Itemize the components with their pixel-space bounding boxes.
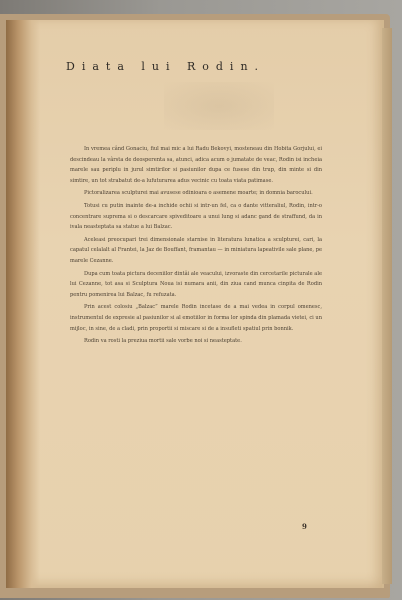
paragraph: Aceleasi preocupari trei dimensionale starnise in literatura lunatica a sculpturei, cari, la capatul celalalt al Frantei, la Jaz de Bouffant, framantau — in miniatura lapeativile sale plane, pe marele Cezanne. <box>70 236 322 264</box>
page-number: 9 <box>302 522 307 531</box>
paragraph: Rodin va rosti la preziua mortii sale vorbe noi si neasteptate. <box>84 338 242 345</box>
paragraph: Totusi cu putin inainte de-a inchide ochii si intr-un fel, ca o dante vitteraliul, Rodin, intr-o concentrare suprema si o descarcare spiveditoare a unui lung si adanc gand de straffund, da in ivala neasteptata sa statue a lui Balzac. <box>70 202 322 231</box>
page-title: Diata lui Rodin. <box>66 60 266 73</box>
page-gutter <box>6 20 40 588</box>
paragraph: Pictoralizarea sculpturei mai avusese odinioara o asemene moarte; in domnia barocului. <box>84 190 313 197</box>
paragraph: Prin acest colosiu „Balzac” marele Rodin incetase de a mai vedea in corpul omenesc, instrumentul de expresie al pasiunilor si al emotiilor in forma lor spinda din plamada vietei, ci un mijloc, in sine, de a cladi, prin proportii si miscare si de a insufleti spatiul prin bonnik. <box>70 304 322 332</box>
body-text <box>70 144 322 349</box>
book-page <box>6 20 384 588</box>
paragraph: Dupa cum toata pictura deceniilor dintâi ale veacului, izvoraste din cercetarile picturale ale lui Cezanne, tot asa si Sculptura Noua isi numara anii, din ziua cand munca cinpita de Rodin pentru pomenirea lui Balzac, fu refuzata. <box>70 270 322 298</box>
ink-bleed-through <box>164 82 274 130</box>
paragraph: In vremea când Gonaciu, fiul mai mic a lui Radu Bekovyi, mosteneau din Hobita Gorjului, ei descindeau la vârsta de deosperenta sa, atunci, adica acum o jumatate de veac, Rodin isi incheia marele sau periplu in jurul simtirilor si pasiunilor dupa ce fusese din trup, din minte si din simtire, un tot strabatut de-a lufuturarea adus vecinic cu toata viata patimase. <box>70 146 322 184</box>
page-edge <box>382 28 392 584</box>
